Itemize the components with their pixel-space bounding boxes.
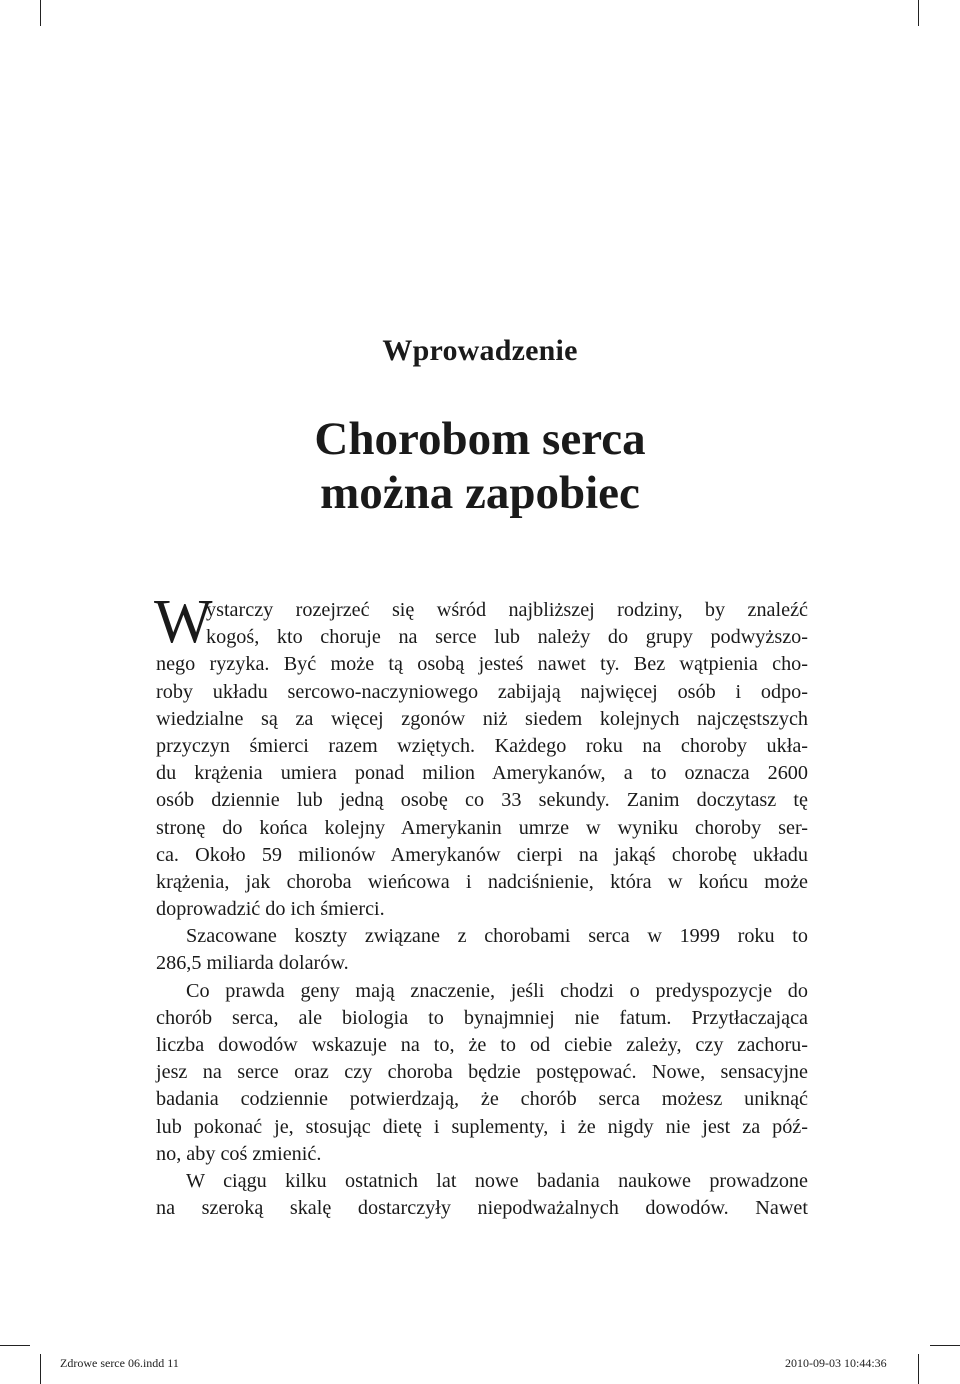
text-line: nego ryzyka. Być może tą osobą jesteś nawet ty. Bez wątpienia cho- — [156, 653, 808, 676]
text-line: W ciągu kilku ostatnich lat nowe badania naukowe prowadzone — [186, 1169, 808, 1192]
text-line: roby układu sercowo-naczyniowego zabijają najwięcej osób i odpo- — [156, 680, 808, 703]
text-line: przyczyn śmierci razem wziętych. Każdego roku na choroby ukła- — [156, 734, 808, 757]
crop-mark — [918, 1354, 919, 1384]
text-line: 286,5 miliarda dolarów. — [156, 952, 349, 975]
chapter-title-line: Chorobom serca — [314, 413, 646, 465]
crop-mark — [40, 0, 41, 26]
text-line: liczba dowodów wskazuje na to, że to od ciebie zależy, czy zachoru- — [156, 1034, 808, 1056]
body-text — [154, 588, 808, 1222]
text-line: ca. Około 59 milionów Amerykanów cierpi na jakąś chorobę układu — [156, 843, 808, 866]
text-line: na szeroką skalę dostarczyły niepodważalnych dowodów. Nawet — [156, 1197, 808, 1220]
text-line: du krążenia umiera ponad milion Amerykanów, a to oznacza 2600 — [156, 762, 808, 785]
footer-timestamp: 2010-09-03 10:44:36 — [785, 1356, 887, 1370]
chapter-title — [0, 412, 960, 520]
section-label: Wprowadzenie — [382, 334, 578, 367]
text-line: lub pokonać je, stosując dietę i suplementy, i że nigdy nie jest za póź- — [156, 1115, 808, 1138]
crop-mark — [40, 1354, 41, 1384]
text-line: ystarczy rozejrzeć się wśród najbliższej rodziny, by znaleźć — [206, 599, 808, 621]
text-line: no, aby coś zmienić. — [156, 1142, 322, 1165]
text-line: kogoś, kto choruje na serce lub należy do grupy podwyższo- — [206, 626, 808, 649]
text-line: osób dziennie lub jedną osobę co 33 sekundy. Zanim doczytasz tę — [156, 789, 808, 812]
crop-mark — [918, 0, 919, 26]
text-line: chorób serca, ale biologia to bynajmniej nie fatum. Przytłaczająca — [156, 1006, 808, 1029]
text-line: jesz na serce oraz czy choroba będzie postępować. Nowe, sensacyjne — [156, 1061, 808, 1084]
drop-cap: W — [154, 588, 213, 656]
text-line: Co prawda geny mają znaczenie, jeśli chodzi o predyspozycje do — [186, 979, 808, 1002]
chapter-title-line: można zapobiec — [320, 467, 640, 519]
text-line: stronę do końca kolejny Amerykanin umrze w wyniku choroby ser- — [156, 816, 808, 839]
text-line: doprowadzić do ich śmierci. — [156, 898, 385, 921]
text-line: Szacowane koszty związane z chorobami serca w 1999 roku to — [186, 925, 808, 948]
text-line: krążenia, jak choroba wieńcowa i nadciśnienie, która w końcu może — [156, 870, 808, 893]
footer-file-info: Zdrowe serce 06.indd 11 — [60, 1356, 179, 1370]
crop-mark — [930, 1345, 960, 1346]
text-line: badania codziennie potwierdzają, że chorób serca możesz uniknąć — [156, 1088, 808, 1111]
text-line: wiedzialne są za więcej zgonów niż siedem kolejnych najczęstszych — [156, 707, 808, 730]
crop-mark — [0, 1345, 30, 1346]
